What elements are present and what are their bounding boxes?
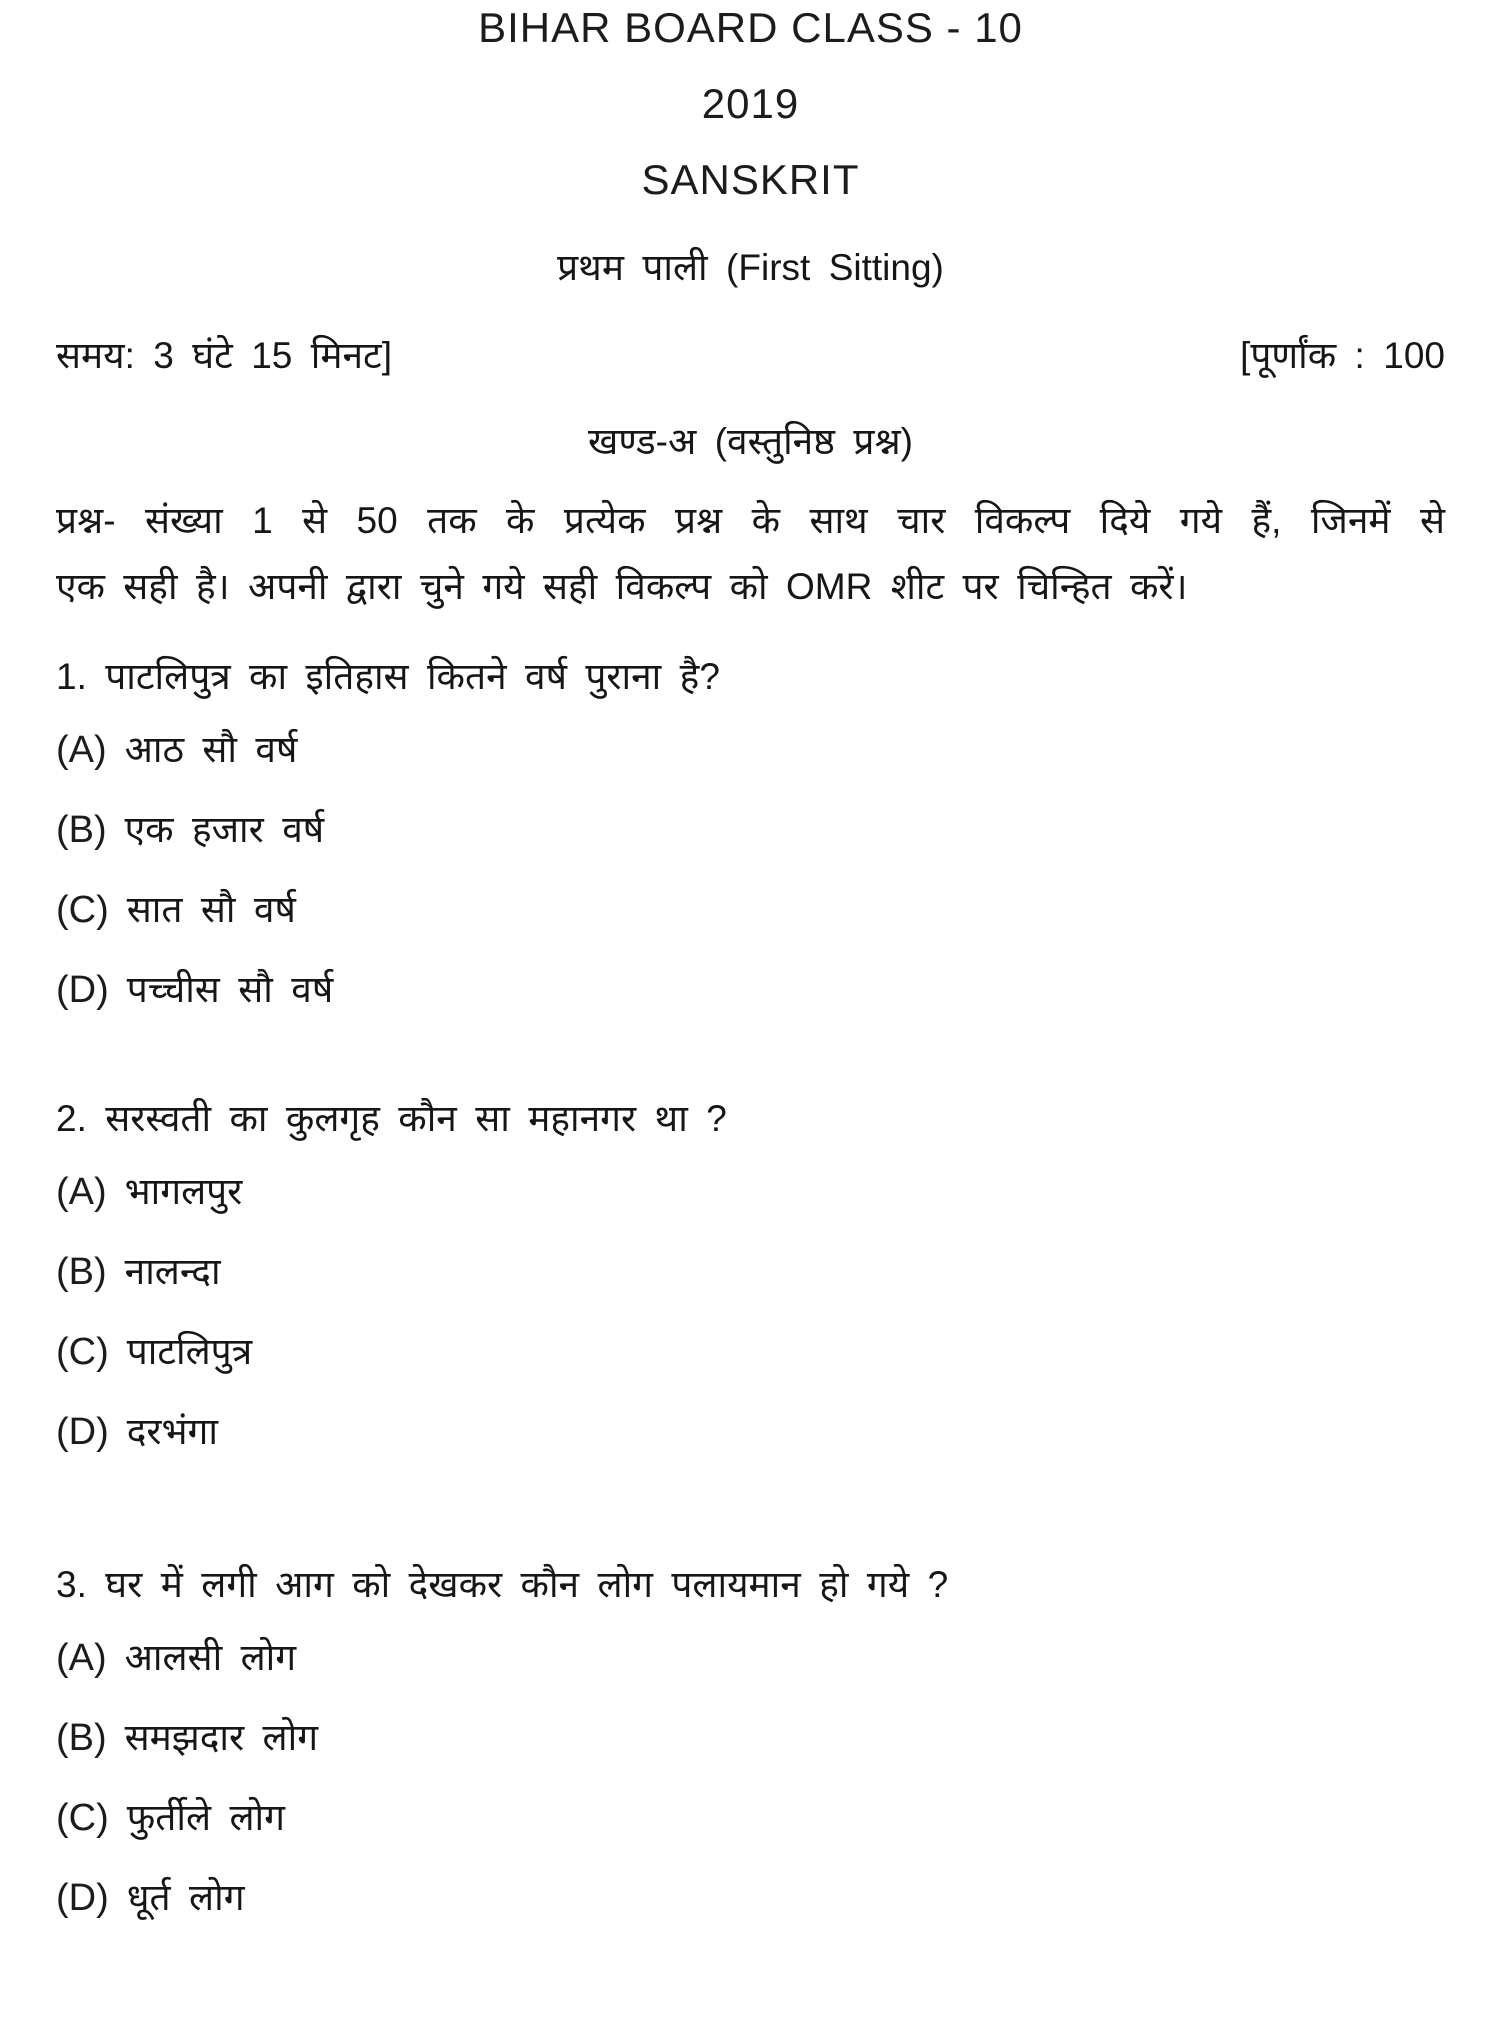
option-a-text: आठ सौ वर्ष (124, 729, 298, 770)
option-c-label: (C) (56, 1797, 109, 1839)
question-2-body: सरस्वती का कुलगृह कौन सा महानगर था ? (105, 1098, 727, 1139)
option-row (56, 966, 1445, 1014)
option-row (56, 1248, 1445, 1296)
option-row (56, 1794, 1445, 1842)
question-3-number: 3. (56, 1564, 87, 1605)
option-b-text: एक हजार वर्ष (124, 809, 325, 850)
question-2 (56, 1086, 1445, 1456)
option-row (56, 1328, 1445, 1376)
question-3-options (56, 1634, 1445, 1922)
question-1-options (56, 726, 1445, 1014)
option-c-text: फुर्तीले लोग (126, 1797, 285, 1838)
question-2-options (56, 1168, 1445, 1456)
question-1-body: पाटलिपुत्र का इतिहास कितने वर्ष पुराना है? (105, 656, 720, 697)
instructions-paragraph (56, 488, 1445, 620)
option-a-text: भागलपुर (124, 1171, 243, 1212)
option-c-label: (C) (56, 1331, 109, 1373)
instructions-line-1: प्रश्न- संख्या 1 से 50 तक के प्रत्येक प्रश्न के साथ चार विकल्प दिये गये हैं, जिनमें से (56, 500, 1445, 541)
option-b-text: नालन्दा (124, 1251, 221, 1292)
option-d-text: धूर्त लोग (126, 1877, 245, 1918)
option-d-label: (D) (56, 1411, 109, 1453)
option-a-text: आलसी लोग (124, 1637, 297, 1678)
option-a-label: (A) (56, 1637, 107, 1679)
option-c-text: पाटलिपुत्र (126, 1331, 253, 1372)
option-a-label: (A) (56, 729, 107, 771)
option-row (56, 1634, 1445, 1682)
option-row (56, 1408, 1445, 1456)
option-row (56, 1714, 1445, 1762)
time-allowed: समय: 3 घंटे 15 मिनट] (56, 335, 392, 376)
option-c-label: (C) (56, 889, 109, 931)
option-d-label: (D) (56, 1877, 109, 1919)
option-d-text: पच्चीस सौ वर्ष (126, 969, 334, 1010)
question-3-body: घर में लगी आग को देखकर कौन लोग पलायमान हो गये ? (105, 1564, 949, 1605)
instructions-line-2: एक सही है। अपनी द्वारा चुने गये सही विकल्प को OMR शीट पर चिन्हित करें। (56, 566, 1188, 607)
option-a-label: (A) (56, 1171, 107, 1213)
sitting-heading: प्रथम पाली (First Sitting) (557, 247, 944, 288)
max-marks: [पूर्णांक : 100 (1240, 335, 1445, 376)
question-2-number: 2. (56, 1098, 87, 1139)
subject-title: SANSKRIT (641, 156, 860, 203)
option-b-label: (B) (56, 1251, 107, 1293)
option-b-label: (B) (56, 1717, 107, 1759)
option-b-label: (B) (56, 809, 107, 851)
option-c-text: सात सौ वर्ष (126, 889, 296, 930)
question-3 (56, 1552, 1445, 1922)
question-3-text (56, 1552, 1445, 1618)
option-row (56, 806, 1445, 854)
exam-year: 2019 (701, 80, 800, 127)
option-d-label: (D) (56, 969, 109, 1011)
board-title: BIHAR BOARD CLASS - 10 (478, 4, 1023, 51)
time-marks-row (56, 328, 1445, 384)
option-row (56, 726, 1445, 774)
exam-paper-page (0, 4, 1505, 2038)
option-d-text: दरभंगा (126, 1411, 218, 1452)
option-row (56, 1168, 1445, 1216)
option-row (56, 1874, 1445, 1922)
question-1-text (56, 644, 1445, 710)
option-b-text: समझदार लोग (124, 1717, 319, 1758)
question-2-text (56, 1086, 1445, 1152)
document-page (0, 4, 1505, 2038)
question-1 (56, 644, 1445, 1014)
section-heading: खण्ड-अ (वस्तुनिष्ठ प्रश्न) (588, 421, 913, 462)
option-row (56, 886, 1445, 934)
question-1-number: 1. (56, 656, 87, 697)
